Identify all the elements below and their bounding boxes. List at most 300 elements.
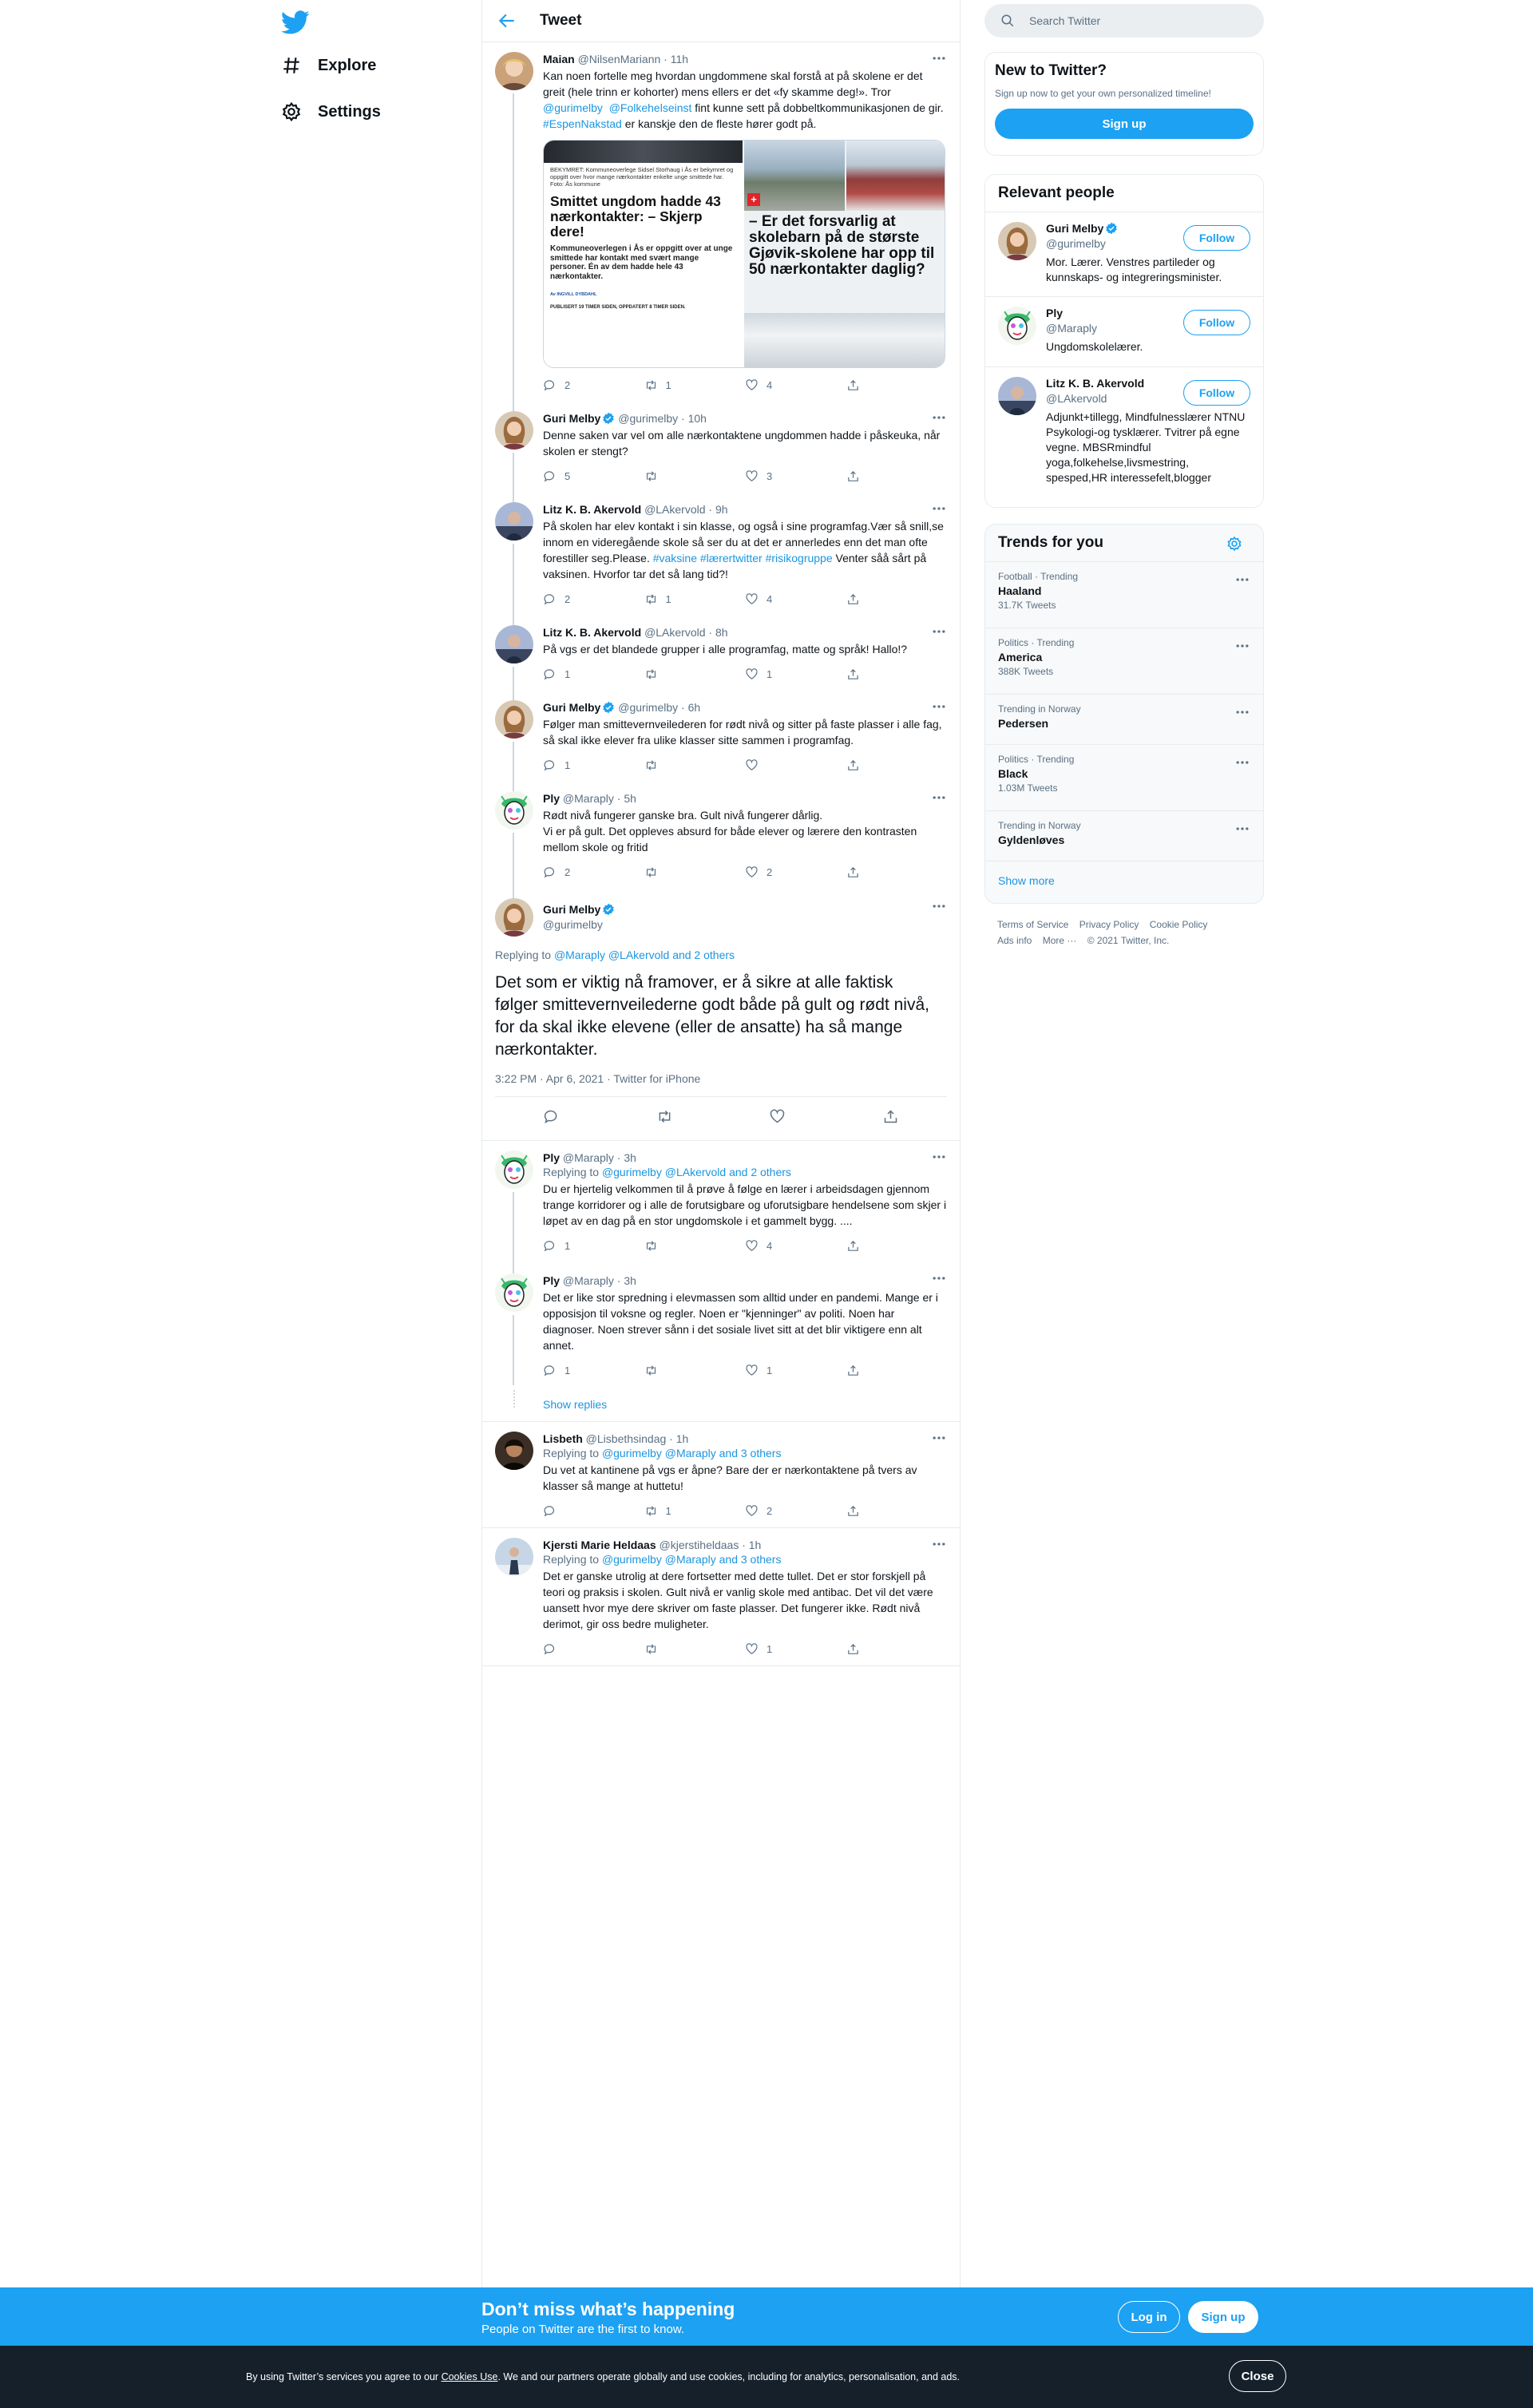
footer-links <box>997 917 1253 949</box>
gear-icon <box>281 101 302 122</box>
author-name[interactable]: Litz K. B. Akervold <box>543 626 642 639</box>
heart-icon <box>745 1364 759 1377</box>
tweet-text: På vgs er det blandede grupper i alle programfag, matte og språk! Hallo!? <box>543 643 908 655</box>
header-bar <box>482 0 960 42</box>
photo-strip <box>544 141 743 163</box>
reply-button[interactable] <box>543 1504 644 1518</box>
retweet-button[interactable] <box>644 667 746 681</box>
tweet-litz-1[interactable] <box>482 493 960 616</box>
cookies-use-link[interactable]: Cookies Use <box>441 2371 498 2382</box>
author-handle[interactable]: @Maraply · 5h <box>562 792 636 805</box>
banner-title: Don’t miss what’s happening <box>481 2299 735 2319</box>
avatar[interactable] <box>495 625 533 663</box>
avatar-image-icon <box>495 1432 533 1470</box>
article-lead: Kommuneoverlegen i Ås er oppgitt over at unge smittede har kontakt med svært mange personer. Én av dem hadde hele 43 nærkontakter. <box>550 244 733 281</box>
retweet-button[interactable] <box>644 1239 746 1253</box>
reply-icon[interactable] <box>543 1108 560 1125</box>
retweet-count: 1 <box>665 592 671 605</box>
reply-button[interactable] <box>543 592 644 606</box>
trend-name: America <box>998 651 1043 663</box>
avatar-image-icon <box>495 700 533 739</box>
reply-count: 2 <box>564 865 571 878</box>
search-placeholder: Search Twitter <box>1029 14 1101 27</box>
search-input[interactable] <box>984 4 1264 38</box>
plus-badge-icon: + <box>747 193 760 206</box>
like-button[interactable] <box>745 1642 846 1656</box>
avatar[interactable] <box>495 898 533 937</box>
tweet-guri-2[interactable] <box>482 691 960 782</box>
author-handle[interactable]: @Lisbethsindag · 1h <box>585 1432 689 1445</box>
trends-card <box>984 524 1264 904</box>
back-arrow-icon[interactable] <box>497 10 517 31</box>
retweet-icon <box>644 1364 658 1377</box>
replying-to-users[interactable]: @gurimelby @LAkervold and 2 others <box>601 1166 791 1178</box>
trend-count: 31.7K Tweets <box>998 600 1056 611</box>
more-options-icon[interactable] <box>931 501 947 517</box>
photo-snow <box>744 313 945 368</box>
person-guri[interactable] <box>985 212 1263 296</box>
share-button[interactable] <box>846 592 948 606</box>
tweet-actions <box>543 657 947 691</box>
reply-icon <box>543 1364 557 1377</box>
reply-button[interactable] <box>543 378 644 392</box>
share-icon <box>846 667 860 681</box>
tweet-text <box>543 68 947 132</box>
avatar-image-icon <box>495 625 533 663</box>
retweet-button[interactable] <box>644 1364 746 1377</box>
article-published: PUBLISERT 19 TIMER SIDEN, OPPDATERT 8 TIMER SIDEN. <box>550 305 686 310</box>
like-count: 1 <box>766 667 773 680</box>
person-handle[interactable]: @gurimelby <box>1046 237 1106 250</box>
replying-to-users[interactable]: @gurimelby @Maraply and 3 others <box>601 1553 782 1566</box>
article-headline: – Er det forsvarlig at skolebarn på de største Gjøvik-skolene har opp til 50 nærkontakter daglig? <box>749 213 935 278</box>
heart-icon <box>745 1239 759 1253</box>
tweet-media[interactable] <box>543 140 945 368</box>
author-handle[interactable]: @Maraply · 3h <box>562 1151 636 1164</box>
trend-count: 388K Tweets <box>998 666 1054 677</box>
follow-button[interactable]: Follow <box>1183 380 1250 406</box>
avatar[interactable] <box>495 791 533 830</box>
more-options-icon[interactable] <box>931 1149 947 1165</box>
avatar[interactable] <box>495 411 533 450</box>
avatar-image-icon <box>495 1538 533 1576</box>
avatar-image-icon <box>495 502 533 541</box>
banner-signup-button[interactable]: Sign up <box>1188 2301 1258 2333</box>
tweet-text-part: fint kunne sett på dobbeltkommunikasjonen de gir. <box>691 101 944 114</box>
like-button[interactable] <box>745 378 846 392</box>
copyright: © 2021 Twitter, Inc. <box>1087 935 1170 946</box>
hashtag-link[interactable]: #risikogruppe <box>765 552 833 564</box>
avatar-image-icon <box>998 307 1036 345</box>
author-handle[interactable]: @gurimelby · 10h <box>618 412 707 425</box>
reply-icon <box>543 378 557 392</box>
share-button[interactable] <box>846 758 948 772</box>
follow-button[interactable]: Follow <box>1183 225 1250 251</box>
tweet-text <box>543 807 947 855</box>
reply-icon <box>543 1239 557 1253</box>
share-button[interactable] <box>846 1364 948 1377</box>
replying-to-users[interactable]: @gurimelby @Maraply and 3 others <box>601 1447 782 1459</box>
search-icon <box>1000 14 1015 28</box>
share-button[interactable] <box>846 1642 948 1656</box>
tweet-text: Du er hjertelig velkommen til å prøve å følge en lærer i arbeidsdagen gjennom trange korridorer og i alle de forutsigbare og uforutsigbare hendelsene som skjer i løpet av en dag på en stor ungdomskole i et gammelt bygg. .... <box>543 1182 947 1227</box>
author-name[interactable]: Lisbeth <box>543 1432 583 1445</box>
trend-meta: Politics · Trending <box>998 754 1075 765</box>
tweet-text: Det er like stor spredning i elevmassen som alltid under en pandemi. Mange er i opposisjon til voksne og regler. Noen er "kjenninger" av politi. Noen har diagnoser. Noen strever sånn i det sosiale livet sitt at det blir viktigere enn alt annet. <box>543 1291 938 1352</box>
trend-meta: Trending in Norway <box>998 703 1081 715</box>
relevant-people-card <box>984 174 1264 508</box>
share-button[interactable] <box>846 1504 948 1518</box>
more-options-icon[interactable] <box>931 50 947 66</box>
thread-line <box>513 1192 514 1273</box>
reply-button[interactable] <box>543 758 644 772</box>
cookie-consent-bar <box>0 2346 1533 2408</box>
more-options-icon[interactable] <box>931 1430 947 1446</box>
trend-item[interactable] <box>985 561 1263 628</box>
share-icon <box>846 865 860 879</box>
reply-kjersti[interactable] <box>482 1528 960 1666</box>
reply-ply-2[interactable] <box>482 1262 960 1387</box>
nav-explore[interactable] <box>281 51 376 80</box>
reply-count: 1 <box>564 758 571 771</box>
retweet-icon <box>644 1239 658 1253</box>
replying-to <box>543 1446 947 1460</box>
tweet-text: Det er ganske utrolig at dere fortsetter med dette tullet. Det er stor forskjell på teori og praksis i skolen. Gult nivå er vanlig skole med antibac. Det vil det være uansett hvor mye dere skriver om faste plasser. Det fungerer ikke. Rødt nivå derimot, gir oss bedre muligheter. <box>543 1570 933 1630</box>
share-icon <box>846 1642 860 1656</box>
retweet-icon <box>644 667 658 681</box>
new-to-twitter-card <box>984 52 1264 156</box>
tweet-guri-1[interactable] <box>482 402 960 493</box>
more-options-icon[interactable] <box>931 1536 947 1552</box>
like-button[interactable] <box>745 469 846 483</box>
retweet-icon <box>644 758 658 772</box>
author-name[interactable]: Ply <box>543 1151 561 1164</box>
avatar[interactable] <box>495 1432 533 1470</box>
like-count: 2 <box>766 865 773 878</box>
tweet-ply-1[interactable] <box>482 782 960 889</box>
show-replies-link[interactable]: Show replies <box>543 1398 608 1411</box>
like-count: 4 <box>766 592 773 605</box>
like-button[interactable] <box>745 1504 846 1518</box>
more-options-icon[interactable] <box>931 624 947 640</box>
person-name[interactable]: Ply <box>1046 307 1064 319</box>
show-more-link[interactable]: Show more <box>985 861 1263 900</box>
heart-icon <box>745 865 759 879</box>
twitter-logo-icon[interactable] <box>281 8 310 37</box>
share-icon[interactable] <box>882 1108 899 1125</box>
tweet-actions <box>543 1229 947 1262</box>
avatar-image-icon <box>495 52 533 90</box>
tweet-text: Du vet at kantinene på vgs er åpne? Bare der er nærkontaktene på tvers av klasser så mange at huttetu! <box>543 1463 917 1492</box>
reply-button[interactable] <box>543 667 644 681</box>
nav-settings[interactable] <box>281 97 381 126</box>
show-replies-row <box>482 1387 960 1422</box>
more-options-icon[interactable] <box>931 790 947 806</box>
reply-icon <box>543 592 557 606</box>
photo-building <box>846 141 945 211</box>
trend-item[interactable] <box>985 744 1263 810</box>
banner-subtitle: People on Twitter are the first to know. <box>481 2323 685 2336</box>
retweet-button[interactable] <box>644 865 746 879</box>
privacy-link[interactable]: Privacy Policy <box>1079 919 1139 930</box>
avatar[interactable] <box>495 502 533 541</box>
person-bio: Ungdomskolelærer. <box>1046 340 1143 353</box>
heart-icon[interactable] <box>769 1108 786 1125</box>
tweet-actions <box>543 1494 947 1527</box>
more-options-icon[interactable] <box>931 1270 947 1286</box>
avatar[interactable] <box>998 377 1036 415</box>
nav-settings-label: Settings <box>318 102 381 121</box>
share-icon <box>846 469 860 483</box>
heart-icon <box>745 667 759 681</box>
reply-button[interactable] <box>543 1642 644 1656</box>
thread-line <box>513 1315 514 1385</box>
heart-icon <box>745 1504 759 1518</box>
like-button[interactable] <box>745 667 846 681</box>
login-button[interactable]: Log in <box>1118 2301 1180 2333</box>
author-handle[interactable]: @gurimelby · 6h <box>618 701 701 714</box>
person-name[interactable]: Litz K. B. Akervold <box>1046 377 1145 390</box>
share-icon <box>846 1504 860 1518</box>
author-handle[interactable]: @gurimelby <box>543 918 603 931</box>
mention-link[interactable]: @gurimelby <box>543 101 603 114</box>
cookie-text-part: . We and our partners operate globally and use cookies, including for analytics, personalisation, and ads. <box>497 2371 961 2382</box>
retweet-count: 1 <box>665 1504 671 1517</box>
retweet-button[interactable] <box>644 758 746 772</box>
person-ply[interactable] <box>985 296 1263 366</box>
hashtag-link[interactable]: #vaksine <box>652 552 697 564</box>
avatar[interactable] <box>495 52 533 90</box>
article-caption: BEKYMRET: Kommuneoverlege Sidsel Storhaug i Ås er bekymret og oppgitt over hvor mange nærkontakter enkelte unge smittede har. Foto: Ås kommune <box>550 166 734 188</box>
reply-button[interactable] <box>543 865 644 879</box>
more-options-icon[interactable] <box>1234 704 1250 720</box>
reply-lisbeth[interactable] <box>482 1422 960 1528</box>
heart-icon <box>745 1642 759 1656</box>
replying-to-label: Replying to <box>495 949 554 961</box>
hashtag-link[interactable]: #lærertwitter <box>699 552 763 564</box>
tweet-text-line: Vi er på gult. Det oppleves absurd for både elever og lærere den kontrasten mellom skole og fritid <box>543 825 917 853</box>
person-name[interactable]: Guri Melby <box>1046 222 1104 235</box>
trend-name: Haaland <box>998 584 1042 597</box>
more-options-icon[interactable] <box>931 410 947 426</box>
signup-banner <box>0 2287 1533 2346</box>
mention-link[interactable]: @Folkehelseinst <box>608 101 692 114</box>
like-button[interactable] <box>745 592 846 606</box>
like-button[interactable] <box>745 1239 846 1253</box>
terms-link[interactable]: Terms of Service <box>997 919 1069 930</box>
trend-meta: Politics · Trending <box>998 637 1075 648</box>
trend-meta: Football · Trending <box>998 571 1079 582</box>
share-button[interactable] <box>846 378 948 392</box>
heart-icon <box>745 469 759 483</box>
focused-tweet <box>482 889 960 1135</box>
like-count: 4 <box>766 378 773 391</box>
tweet-text-line: Rødt nivå fungerer ganske bra. Gult nivå fungerer dårlig. <box>543 809 823 822</box>
retweet-icon <box>644 1642 658 1656</box>
author-name[interactable]: Maian <box>543 53 575 65</box>
cookie-text-part: By using Twitter’s services you agree to our <box>246 2371 442 2382</box>
retweet-button[interactable] <box>644 1642 746 1656</box>
author-name[interactable]: Guri Melby <box>543 701 601 714</box>
more-link[interactable]: More ··· <box>1042 935 1077 946</box>
retweet-button[interactable] <box>644 469 746 483</box>
retweet-button[interactable] <box>644 592 746 606</box>
cookie-close-button[interactable]: Close <box>1229 2360 1286 2392</box>
more-options-icon[interactable] <box>931 898 947 914</box>
retweet-button[interactable] <box>644 1504 746 1518</box>
author-name[interactable]: Guri Melby <box>543 903 601 916</box>
like-button[interactable] <box>745 758 846 772</box>
verified-badge-icon <box>602 903 615 916</box>
retweet-icon[interactable] <box>656 1108 673 1125</box>
heart-icon <box>745 592 759 606</box>
person-litz[interactable] <box>985 366 1263 507</box>
replying-to-users[interactable]: @Maraply @LAkervold and 2 others <box>553 949 735 961</box>
author-handle[interactable]: @kjerstiheldaas · 1h <box>659 1539 762 1551</box>
nav-explore-label: Explore <box>318 56 377 74</box>
reply-count: 1 <box>564 1239 571 1252</box>
author-handle[interactable]: @NilsenMariann · 11h <box>577 53 689 65</box>
replying-to <box>543 1165 947 1179</box>
like-count: 2 <box>766 1504 773 1517</box>
like-count: 3 <box>766 469 773 482</box>
avatar[interactable] <box>495 700 533 739</box>
share-icon <box>846 758 860 772</box>
cookie-text <box>246 2371 960 2382</box>
author-name[interactable]: Litz K. B. Akervold <box>543 503 642 516</box>
verified-badge-icon <box>602 701 615 714</box>
author-name[interactable]: Guri Melby <box>543 412 601 425</box>
article-image-right <box>744 141 945 367</box>
reply-count: 2 <box>564 378 571 391</box>
verified-badge-icon <box>1105 222 1118 235</box>
tweet-actions <box>543 855 947 889</box>
reply-icon <box>543 469 557 483</box>
person-handle[interactable]: @LAkervold <box>1046 392 1107 405</box>
trend-item[interactable] <box>985 694 1263 744</box>
reply-button[interactable] <box>543 1239 644 1253</box>
reply-button[interactable] <box>543 469 644 483</box>
reply-count: 5 <box>564 469 571 482</box>
retweet-button[interactable] <box>644 378 746 392</box>
trend-count: 1.03M Tweets <box>998 782 1058 794</box>
tweet-text: Denne saken var vel om alle nærkontaktene ungdommen hadde i påskeuka, når skolen er stengt? <box>543 429 941 457</box>
verified-badge-icon <box>602 412 615 425</box>
avatar[interactable] <box>495 1273 533 1312</box>
tweet-text-part: Kan noen fortelle meg hvordan ungdommene skal forstå at på skolene er det greit (hele trinn er kohorter) mens ellers er det «fy skamme deg!». Tror <box>543 69 923 98</box>
tweet-actions <box>543 1353 947 1387</box>
author-name[interactable]: Ply <box>543 792 561 805</box>
share-icon <box>846 378 860 392</box>
article-byline: Av INGVILL DYBDAHL <box>550 292 597 297</box>
avatar-image-icon <box>998 222 1036 260</box>
author-handle[interactable]: @LAkervold · 8h <box>644 626 728 639</box>
reply-icon <box>543 1504 557 1518</box>
gear-icon[interactable] <box>1226 536 1242 552</box>
tweet-text-part: er kanskje den de fleste hører godt på. <box>621 117 817 130</box>
share-button[interactable] <box>846 667 948 681</box>
retweet-icon <box>644 1504 658 1518</box>
follow-button[interactable]: Follow <box>1183 310 1250 335</box>
author-handle[interactable]: @Maraply · 3h <box>562 1274 636 1287</box>
trend-name: Black <box>998 767 1028 780</box>
tweet-text: Følger man smittevernveilederen for rødt nivå og sitter på faste plasser i alle fag, så skal ikke elever fra ulike klasser sitte sammen i programfag. <box>543 718 942 747</box>
article-headline: Smittet ungdom hadde 43 nærkontakter: – Skjerp dere! <box>550 193 721 240</box>
retweet-icon <box>644 592 658 606</box>
avatar[interactable] <box>998 222 1036 260</box>
person-bio: Mor. Lærer. Venstres partileder og kunnskaps- og integreringsminister. <box>1046 255 1222 283</box>
tweet-actions <box>543 1632 947 1665</box>
share-button[interactable] <box>846 865 948 879</box>
replying-to-label: Replying to <box>543 1166 602 1178</box>
trend-name: Pedersen <box>998 717 1049 730</box>
avatar-image-icon <box>495 898 533 937</box>
avatar[interactable] <box>998 307 1036 345</box>
avatar[interactable] <box>495 1538 533 1576</box>
retweet-icon <box>644 378 658 392</box>
like-button[interactable] <box>745 865 846 879</box>
more-options-icon[interactable] <box>1234 638 1250 654</box>
like-count: 4 <box>766 1239 773 1252</box>
more-options-icon[interactable] <box>1234 821 1250 837</box>
like-button[interactable] <box>745 1364 846 1377</box>
heart-icon <box>745 378 759 392</box>
reply-count: 2 <box>564 592 571 605</box>
article-image-left <box>544 141 744 367</box>
more-options-icon[interactable] <box>1234 572 1250 588</box>
tweet-timestamp[interactable]: 3:22 PM · Apr 6, 2021 · Twitter for iPhone <box>495 1072 947 1097</box>
cookie-policy-link[interactable]: Cookie Policy <box>1149 919 1208 930</box>
trend-item[interactable] <box>985 628 1263 694</box>
retweet-icon <box>644 865 658 879</box>
tweet-text <box>543 518 947 582</box>
trend-meta: Trending in Norway <box>998 820 1081 831</box>
tweet-litz-2[interactable] <box>482 616 960 691</box>
more-options-icon[interactable] <box>1234 754 1250 770</box>
retweet-count: 1 <box>665 378 671 391</box>
author-name[interactable]: Kjersti Marie Heldaas <box>543 1539 656 1551</box>
avatar-image-icon <box>495 1273 533 1312</box>
tweet-actions <box>543 582 947 616</box>
share-icon <box>846 592 860 606</box>
like-count: 1 <box>766 1642 773 1655</box>
trend-name: Gyldenløves <box>998 834 1065 846</box>
new-title: New to Twitter? <box>995 62 1107 79</box>
share-button[interactable] <box>846 1239 948 1253</box>
avatar-image-icon <box>495 791 533 830</box>
thread-line <box>513 544 514 625</box>
person-handle[interactable]: @Maraply <box>1046 322 1098 335</box>
author-name[interactable]: Ply <box>543 1274 561 1287</box>
hashtag-icon <box>281 55 302 76</box>
hashtag-link[interactable]: #EspenNakstad <box>543 117 622 130</box>
replying-to <box>495 948 947 962</box>
trend-item[interactable] <box>985 810 1263 861</box>
reply-button[interactable] <box>543 1364 644 1377</box>
signup-button[interactable]: Sign up <box>995 109 1254 139</box>
reply-icon <box>543 1642 557 1656</box>
tweet-maian[interactable] <box>482 42 960 402</box>
reply-ply-1[interactable] <box>482 1141 960 1262</box>
author-handle[interactable]: @LAkervold · 9h <box>644 503 728 516</box>
avatar[interactable] <box>495 1151 533 1189</box>
reply-count: 1 <box>564 1364 571 1376</box>
share-button[interactable] <box>846 469 948 483</box>
more-options-icon[interactable] <box>931 699 947 715</box>
tweet-actions <box>543 748 947 782</box>
focused-tweet-actions <box>495 1097 947 1135</box>
ads-info-link[interactable]: Ads info <box>997 935 1032 946</box>
